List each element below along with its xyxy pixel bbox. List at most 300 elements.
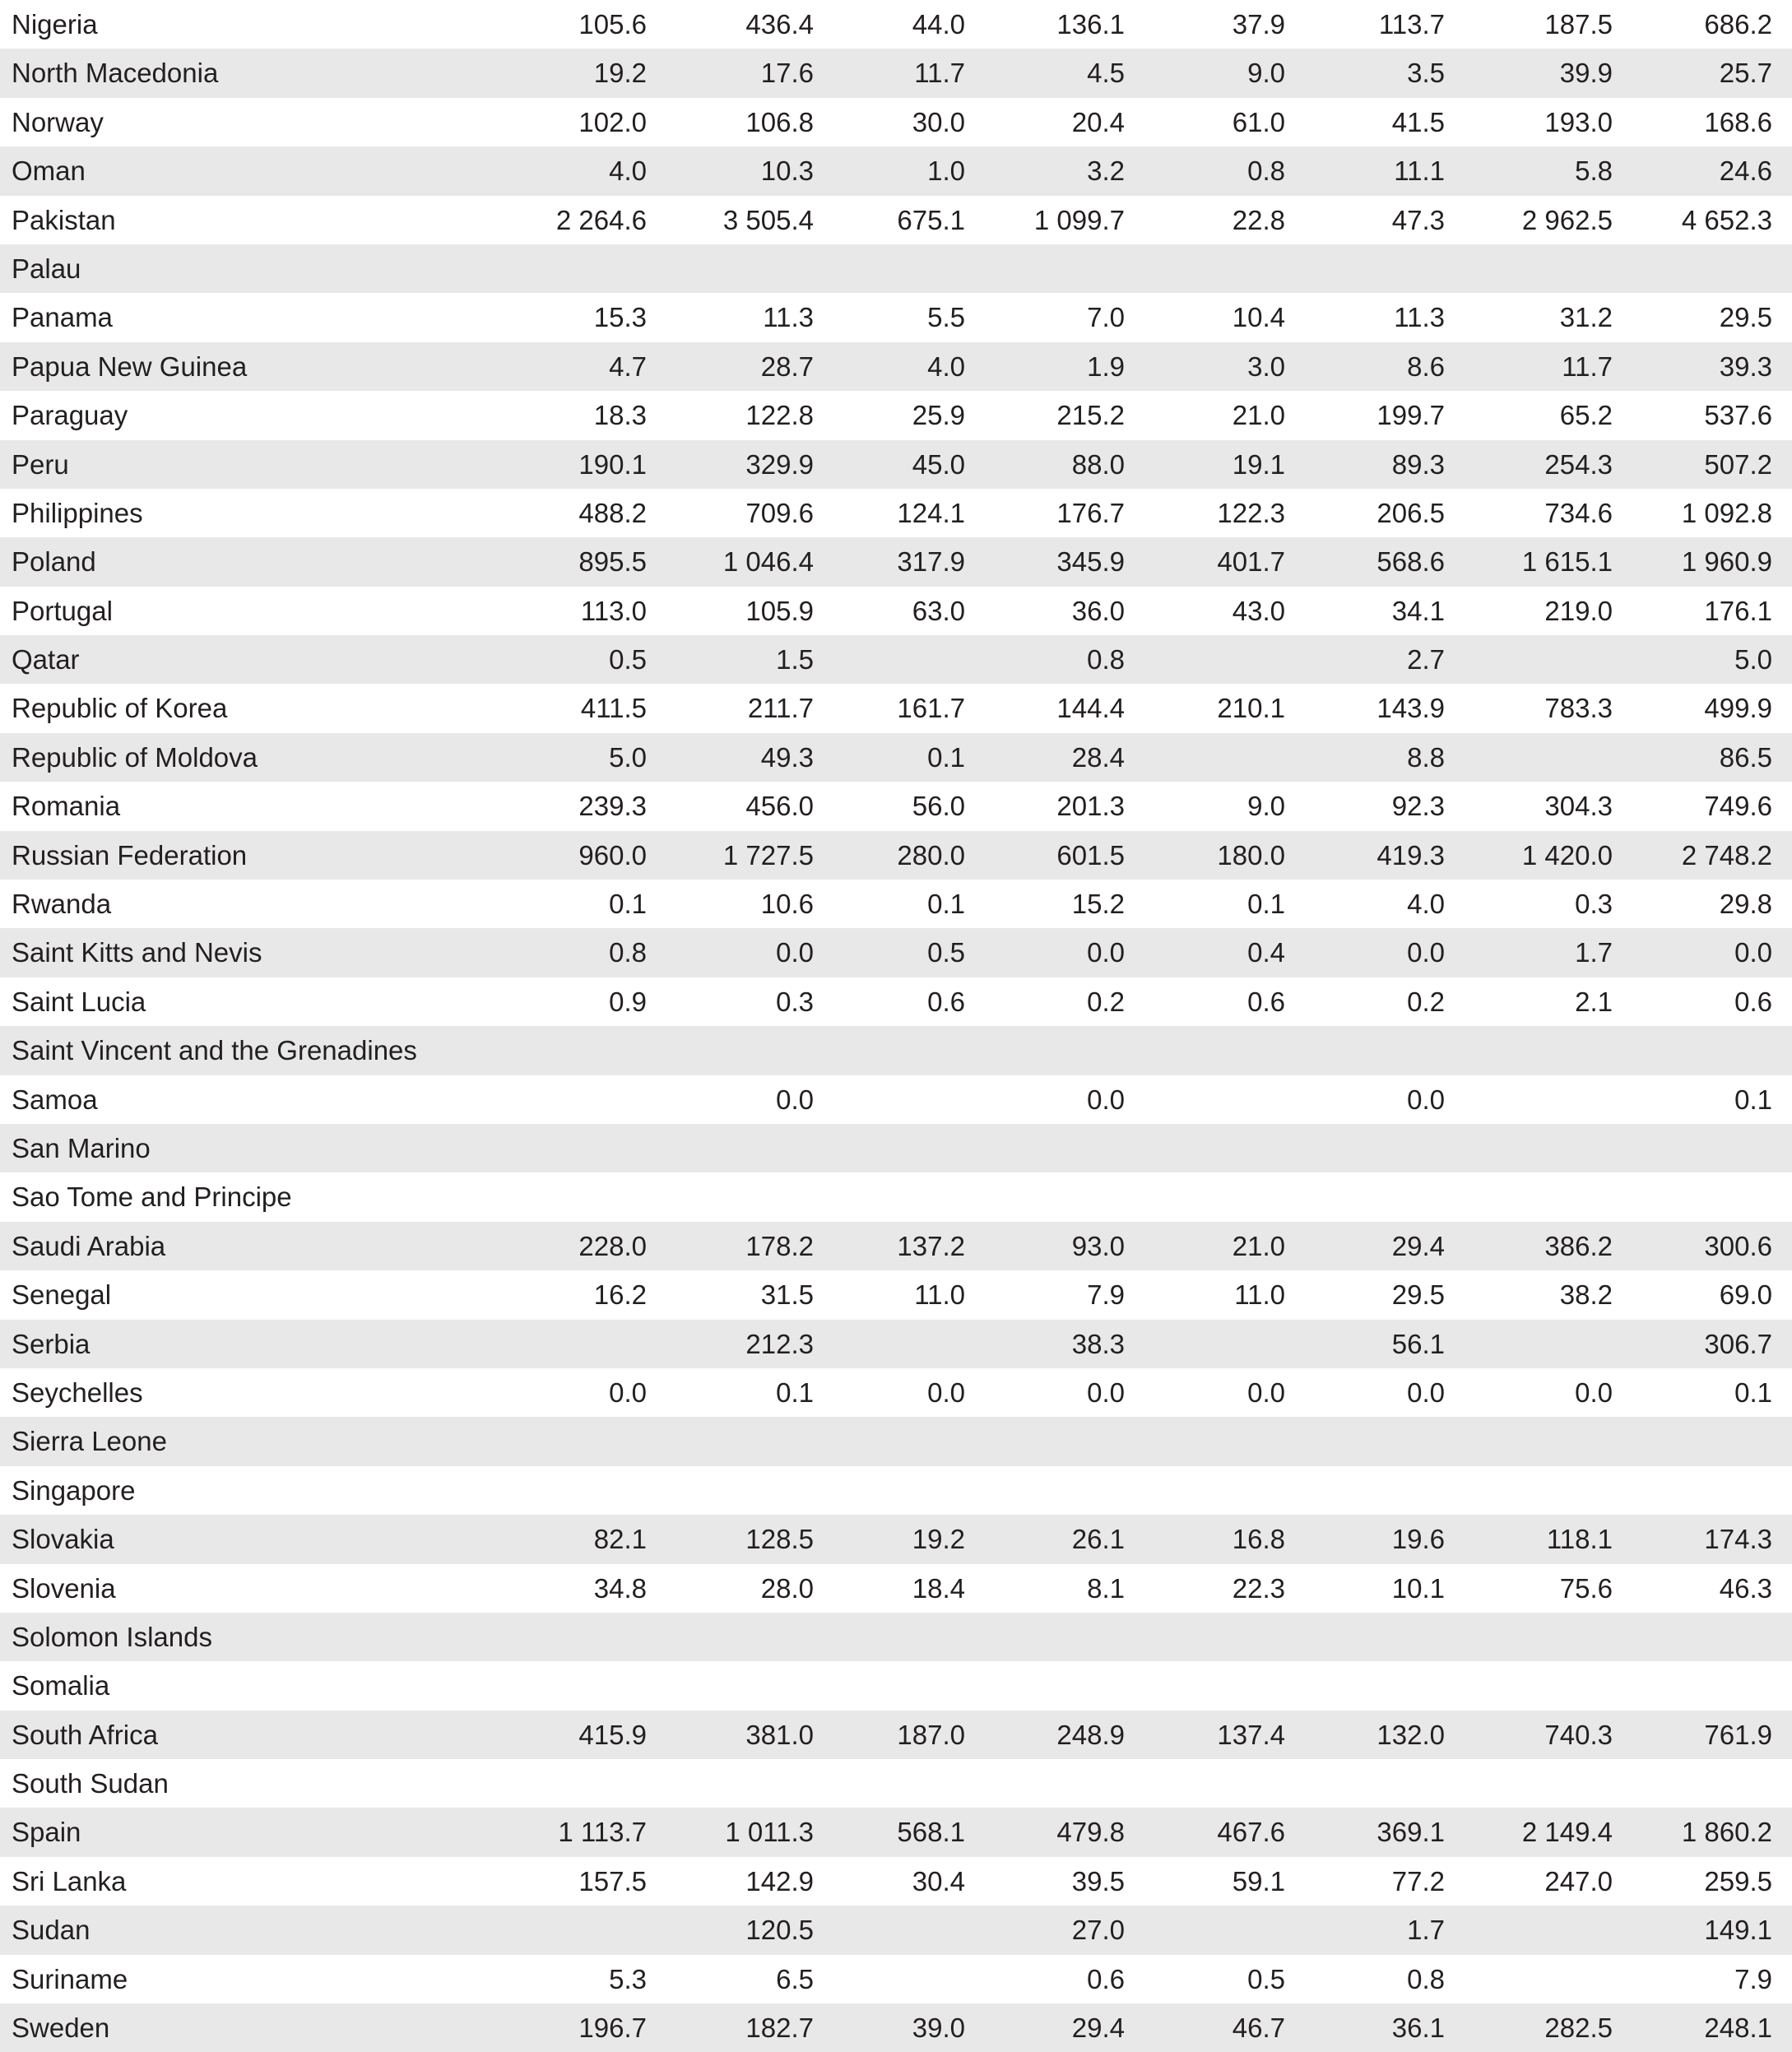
value-cell-col-2: 3 505.4	[722, 204, 814, 235]
value-cell-col-2: 106.8	[745, 106, 814, 137]
value-cell-col-5: 11.0	[1234, 1279, 1285, 1311]
value-cell-col-2: 1 727.5	[722, 839, 814, 870]
value-cell-col-6: 47.3	[1391, 204, 1445, 235]
value-cell-col-4: 0.0	[1087, 937, 1125, 968]
table-row	[0, 244, 1792, 293]
country-name-cell: Suriname	[12, 1963, 128, 1994]
value-cell-col-5: 9.0	[1247, 791, 1285, 822]
value-cell-col-8: 46.3	[1719, 1572, 1772, 1604]
value-cell-col-7: 1 420.0	[1521, 839, 1613, 870]
value-cell-col-4: 1.9	[1087, 351, 1125, 382]
value-cell-col-4: 8.1	[1087, 1572, 1125, 1604]
value-cell-col-6: 568.6	[1376, 546, 1445, 578]
table-row	[0, 1711, 1792, 1759]
value-cell-col-8: 499.9	[1704, 693, 1772, 724]
value-cell-col-5: 0.5	[1247, 1963, 1285, 1994]
value-cell-col-5: 61.0	[1232, 106, 1285, 137]
value-cell-col-6: 2.7	[1407, 644, 1445, 675]
value-cell-col-7: 0.0	[1575, 1377, 1613, 1408]
value-cell-col-8: 0.6	[1734, 986, 1772, 1017]
table-row	[0, 391, 1792, 439]
table-row	[0, 440, 1792, 489]
value-cell-col-5: 210.1	[1217, 693, 1285, 724]
table-row	[0, 1515, 1792, 1563]
value-cell-col-1: 0.1	[609, 889, 647, 920]
value-cell-col-2: 28.7	[760, 351, 814, 382]
value-cell-col-6: 4.0	[1407, 889, 1445, 920]
value-cell-col-2: 0.0	[776, 1084, 814, 1115]
table-row	[0, 1808, 1792, 1856]
value-cell-col-5: 22.3	[1232, 1572, 1285, 1604]
value-cell-col-3: 25.9	[912, 400, 965, 431]
table-row	[0, 49, 1792, 97]
value-cell-col-7: 75.6	[1559, 1572, 1613, 1604]
value-cell-col-2: 11.3	[763, 302, 814, 333]
value-cell-col-6: 10.1	[1391, 1572, 1445, 1604]
value-cell-col-6: 77.2	[1391, 1865, 1445, 1896]
value-cell-col-2: 49.3	[760, 741, 814, 773]
value-cell-col-3: 19.2	[912, 1524, 965, 1555]
country-name-cell: Serbia	[12, 1328, 91, 1359]
table-row	[0, 1222, 1792, 1270]
value-cell-col-4: 0.8	[1087, 644, 1125, 675]
value-cell-col-8: 0.1	[1734, 1377, 1772, 1408]
value-cell-col-7: 254.3	[1544, 448, 1613, 480]
value-cell-col-7: 193.0	[1544, 106, 1613, 137]
country-name-cell: Sweden	[12, 2013, 110, 2044]
value-cell-col-4: 7.9	[1087, 1279, 1125, 1311]
value-cell-col-1: 190.1	[578, 448, 647, 480]
value-cell-col-4: 28.4	[1071, 741, 1125, 773]
value-cell-col-7: 1 615.1	[1521, 546, 1613, 578]
value-cell-col-8: 306.7	[1704, 1328, 1772, 1359]
country-name-cell: Slovenia	[12, 1572, 116, 1604]
value-cell-col-6: 89.3	[1391, 448, 1445, 480]
value-cell-col-6: 199.7	[1376, 400, 1445, 431]
value-cell-col-6: 8.8	[1407, 741, 1445, 773]
country-name-cell: Paraguay	[12, 400, 128, 431]
value-cell-col-2: 10.6	[760, 889, 814, 920]
value-cell-col-6: 0.0	[1407, 937, 1445, 968]
value-cell-col-1: 113.0	[580, 595, 647, 626]
value-cell-col-7: 118.1	[1546, 1524, 1613, 1555]
country-name-cell: Sri Lanka	[12, 1865, 127, 1896]
value-cell-col-3: 45.0	[912, 448, 965, 480]
value-cell-col-4: 345.9	[1056, 546, 1125, 578]
value-cell-col-1: 4.0	[609, 156, 647, 187]
value-cell-col-7: 1.7	[1575, 937, 1613, 968]
table-row	[0, 831, 1792, 880]
value-cell-col-4: 4.5	[1087, 58, 1125, 89]
value-cell-col-6: 0.8	[1407, 1963, 1445, 1994]
value-cell-col-3: 0.1	[927, 741, 965, 773]
value-cell-col-8: 300.6	[1704, 1230, 1772, 1261]
value-cell-col-1: 34.8	[593, 1572, 647, 1604]
value-cell-col-1: 1 113.7	[558, 1817, 647, 1848]
table-row	[0, 1955, 1792, 2003]
table-row	[0, 1417, 1792, 1465]
value-cell-col-1: 960.0	[578, 839, 647, 870]
value-cell-col-4: 215.2	[1056, 400, 1125, 431]
value-cell-col-3: 280.0	[897, 839, 965, 870]
table-row	[0, 782, 1792, 830]
value-cell-col-3: 39.0	[912, 2013, 965, 2044]
value-cell-col-6: 36.1	[1391, 2013, 1445, 2044]
value-cell-col-6: 11.3	[1394, 302, 1445, 333]
value-cell-col-4: 248.9	[1056, 1719, 1125, 1750]
value-cell-col-6: 419.3	[1376, 839, 1445, 870]
value-cell-col-7: 5.8	[1575, 156, 1613, 187]
value-cell-col-7: 2.1	[1575, 986, 1613, 1017]
value-cell-col-4: 1 099.7	[1033, 204, 1125, 235]
country-name-cell: Pakistan	[12, 204, 116, 235]
country-name-cell: Senegal	[12, 1279, 112, 1311]
value-cell-col-3: 11.0	[914, 1279, 965, 1311]
value-cell-col-3: 124.1	[897, 497, 965, 528]
value-cell-col-8: 0.0	[1734, 937, 1772, 968]
country-name-cell: Seychelles	[12, 1377, 143, 1408]
value-cell-col-2: 211.7	[747, 693, 814, 724]
value-cell-col-5: 16.8	[1232, 1524, 1285, 1555]
country-name-cell: Spain	[12, 1817, 81, 1848]
value-cell-col-4: 7.0	[1087, 302, 1125, 333]
value-cell-col-5: 43.0	[1232, 595, 1285, 626]
country-name-cell: Papua New Guinea	[12, 351, 248, 382]
value-cell-col-2: 0.1	[776, 1377, 814, 1408]
country-name-cell: Romania	[12, 791, 121, 822]
value-cell-col-3: 44.0	[912, 9, 965, 39]
value-cell-col-8: 24.6	[1719, 156, 1772, 187]
value-cell-col-5: 37.9	[1232, 9, 1285, 39]
country-name-cell: Peru	[12, 448, 69, 480]
country-name-cell: Solomon Islands	[12, 1621, 212, 1652]
value-cell-col-8: 537.6	[1704, 400, 1772, 431]
value-cell-col-3: 63.0	[912, 595, 965, 626]
table-row	[0, 98, 1792, 146]
value-cell-col-6: 113.7	[1378, 9, 1445, 39]
value-cell-col-6: 34.1	[1391, 595, 1445, 626]
value-cell-col-2: 142.9	[745, 1865, 814, 1896]
value-cell-col-5: 467.6	[1217, 1817, 1285, 1848]
value-cell-col-8: 69.0	[1719, 1279, 1772, 1311]
value-cell-col-2: 456.0	[745, 791, 814, 822]
country-name-cell: Russian Federation	[12, 839, 248, 870]
table-row	[0, 684, 1792, 732]
value-cell-col-3: 187.0	[897, 1719, 965, 1750]
value-cell-col-3: 18.4	[912, 1572, 965, 1604]
value-cell-col-6: 0.0	[1407, 1377, 1445, 1408]
table-row	[0, 587, 1792, 635]
value-cell-col-6: 3.5	[1407, 58, 1445, 89]
table-row	[0, 1466, 1792, 1515]
value-cell-col-5: 9.0	[1247, 58, 1285, 89]
value-cell-col-1: 19.2	[593, 58, 647, 89]
country-name-cell: Philippines	[12, 497, 143, 528]
value-cell-col-4: 144.4	[1056, 693, 1125, 724]
value-cell-col-5: 0.6	[1247, 986, 1285, 1017]
value-cell-col-4: 0.2	[1087, 986, 1125, 1017]
country-name-cell: Sudan	[12, 1915, 91, 1946]
country-name-cell: Singapore	[12, 1474, 136, 1506]
value-cell-col-5: 21.0	[1232, 400, 1285, 431]
value-cell-col-3: 675.1	[897, 204, 965, 235]
value-cell-col-8: 1 960.9	[1681, 546, 1772, 578]
value-cell-col-2: 182.7	[745, 2013, 814, 2044]
value-cell-col-8: 749.6	[1704, 791, 1772, 822]
value-cell-col-4: 38.3	[1071, 1328, 1125, 1359]
value-cell-col-5: 22.8	[1232, 204, 1285, 235]
value-cell-col-6: 143.9	[1376, 693, 1445, 724]
value-cell-col-8: 149.1	[1704, 1915, 1772, 1946]
value-cell-col-1: 488.2	[578, 497, 647, 528]
value-cell-col-6: 29.4	[1391, 1230, 1445, 1261]
value-cell-col-2: 212.3	[745, 1328, 814, 1359]
value-cell-col-3: 11.7	[914, 58, 965, 89]
value-cell-col-4: 36.0	[1071, 595, 1125, 626]
value-cell-col-1: 5.0	[609, 741, 647, 773]
country-name-cell: Panama	[12, 302, 113, 333]
country-name-cell: Portugal	[12, 595, 113, 626]
value-cell-col-1: 16.2	[593, 1279, 647, 1311]
value-cell-col-7: 2 962.5	[1521, 204, 1613, 235]
value-cell-col-1: 411.5	[580, 693, 647, 724]
value-cell-col-8: 174.3	[1704, 1524, 1772, 1555]
value-cell-col-6: 0.2	[1407, 986, 1445, 1017]
value-cell-col-3: 317.9	[897, 546, 965, 578]
value-cell-col-2: 329.9	[745, 448, 814, 480]
value-cell-col-8: 29.8	[1719, 889, 1772, 920]
table-row	[0, 1906, 1792, 1954]
country-name-cell: Sao Tome and Principe	[12, 1182, 292, 1213]
value-cell-col-6: 8.6	[1407, 351, 1445, 382]
value-cell-col-2: 122.8	[745, 400, 814, 431]
country-name-cell: San Marino	[12, 1132, 151, 1163]
value-cell-col-6: 369.1	[1376, 1817, 1445, 1848]
value-cell-col-2: 1 046.4	[722, 546, 814, 578]
value-cell-col-8: 2 748.2	[1681, 839, 1772, 870]
value-cell-col-1: 0.8	[609, 937, 647, 968]
value-cell-col-6: 206.5	[1376, 497, 1445, 528]
table-row	[0, 146, 1792, 195]
value-cell-col-4: 201.3	[1056, 791, 1125, 822]
country-name-cell: South Africa	[12, 1719, 158, 1750]
country-name-cell: Sierra Leone	[12, 1426, 167, 1457]
value-cell-col-4: 0.6	[1087, 1963, 1125, 1994]
value-cell-col-5: 0.1	[1247, 889, 1285, 920]
value-cell-col-1: 0.0	[609, 1377, 647, 1408]
table-row	[0, 196, 1792, 244]
value-cell-col-6: 1.7	[1407, 1915, 1445, 1946]
country-name-cell: Somalia	[12, 1670, 110, 1701]
value-cell-col-8: 25.7	[1719, 58, 1772, 89]
value-cell-col-4: 26.1	[1071, 1524, 1125, 1555]
value-cell-col-7: 783.3	[1544, 693, 1613, 724]
value-cell-col-6: 29.5	[1391, 1279, 1445, 1311]
value-cell-col-7: 734.6	[1544, 497, 1613, 528]
value-cell-col-7: 386.2	[1544, 1230, 1613, 1261]
value-cell-col-4: 15.2	[1071, 889, 1125, 920]
country-name-cell: Republic of Moldova	[12, 741, 258, 773]
table-row	[0, 342, 1792, 391]
value-cell-col-4: 88.0	[1071, 448, 1125, 480]
value-cell-col-7: 219.0	[1544, 595, 1613, 626]
table-row	[0, 880, 1792, 928]
value-cell-col-7: 187.5	[1544, 9, 1613, 39]
country-name-cell: Rwanda	[12, 889, 112, 920]
value-cell-col-7: 38.2	[1559, 1279, 1613, 1311]
value-cell-col-3: 0.1	[927, 889, 965, 920]
value-cell-col-2: 120.5	[745, 1915, 814, 1946]
table-row	[0, 1124, 1792, 1172]
value-cell-col-8: 4 652.3	[1681, 204, 1772, 235]
value-cell-col-5: 122.3	[1217, 497, 1285, 528]
value-cell-col-6: 11.1	[1394, 156, 1445, 187]
value-cell-col-5: 180.0	[1217, 839, 1285, 870]
value-cell-col-4: 27.0	[1071, 1915, 1125, 1946]
value-cell-col-8: 5.0	[1734, 644, 1772, 675]
value-cell-col-1: 157.5	[578, 1865, 647, 1896]
value-cell-col-8: 168.6	[1704, 106, 1772, 137]
table-row	[0, 1368, 1792, 1417]
value-cell-col-5: 59.1	[1232, 1865, 1285, 1896]
value-cell-col-7: 740.3	[1544, 1719, 1613, 1750]
country-name-cell: Slovakia	[12, 1524, 114, 1555]
value-cell-col-8: 507.2	[1704, 448, 1772, 480]
table-row	[0, 1172, 1792, 1221]
value-cell-col-3: 161.7	[897, 693, 965, 724]
value-cell-col-1: 0.5	[609, 644, 647, 675]
value-cell-col-2: 28.0	[760, 1572, 814, 1604]
country-name-cell: North Macedonia	[12, 58, 219, 89]
value-cell-col-2: 10.3	[760, 156, 814, 187]
value-cell-col-2: 105.9	[745, 595, 814, 626]
country-name-cell: Saint Lucia	[12, 986, 146, 1017]
value-cell-col-8: 1 092.8	[1681, 497, 1772, 528]
value-cell-col-4: 176.7	[1056, 497, 1125, 528]
value-cell-col-2: 381.0	[745, 1719, 814, 1750]
table-row	[0, 1320, 1792, 1368]
value-cell-col-3: 0.0	[927, 1377, 965, 1408]
country-name-cell: Saint Vincent and the Grenadines	[12, 1035, 417, 1066]
value-cell-col-2: 0.0	[776, 937, 814, 968]
value-cell-col-5: 0.4	[1247, 937, 1285, 968]
value-cell-col-5: 46.7	[1232, 2013, 1285, 2044]
value-cell-col-2: 31.5	[760, 1279, 814, 1311]
table-row	[0, 1270, 1792, 1319]
value-cell-col-3: 137.2	[897, 1230, 965, 1261]
country-name-cell: South Sudan	[12, 1768, 169, 1799]
table-row	[0, 1026, 1792, 1075]
value-cell-col-6: 132.0	[1376, 1719, 1445, 1750]
value-cell-col-2: 6.5	[776, 1963, 814, 1994]
table-row	[0, 928, 1792, 977]
value-cell-col-1: 196.7	[578, 2013, 647, 2044]
value-cell-col-2: 436.4	[745, 9, 814, 39]
value-cell-col-5: 401.7	[1217, 546, 1285, 578]
country-name-cell: Poland	[12, 546, 96, 578]
value-cell-col-1: 0.9	[609, 986, 647, 1017]
value-cell-col-4: 479.8	[1056, 1817, 1125, 1848]
value-cell-col-3: 4.0	[927, 351, 965, 382]
value-cell-col-2: 17.6	[760, 58, 814, 89]
country-name-cell: Qatar	[12, 644, 80, 675]
value-cell-col-7: 65.2	[1559, 400, 1613, 431]
table-row	[0, 1759, 1792, 1808]
value-cell-col-7: 304.3	[1544, 791, 1613, 822]
value-cell-col-1: 239.3	[578, 791, 647, 822]
value-cell-col-8: 39.3	[1719, 351, 1772, 382]
value-cell-col-8: 29.5	[1719, 302, 1772, 333]
table-row	[0, 1613, 1792, 1661]
value-cell-col-8: 86.5	[1719, 741, 1772, 773]
value-cell-col-7: 0.3	[1575, 889, 1613, 920]
value-cell-col-3: 0.5	[927, 937, 965, 968]
country-name-cell: Samoa	[12, 1084, 98, 1115]
table-row	[0, 489, 1792, 537]
value-cell-col-4: 0.0	[1087, 1084, 1125, 1115]
value-cell-col-3: 0.6	[927, 986, 965, 1017]
value-cell-col-8: 761.9	[1704, 1719, 1772, 1750]
table-row	[0, 635, 1792, 684]
value-cell-col-2: 0.3	[776, 986, 814, 1017]
country-name-cell: Nigeria	[12, 9, 98, 39]
value-cell-col-8: 686.2	[1704, 9, 1772, 39]
country-name-cell: Republic of Korea	[12, 693, 228, 724]
value-cell-col-4: 0.0	[1087, 1377, 1125, 1408]
value-cell-col-1: 102.0	[578, 106, 647, 137]
value-cell-col-8: 0.1	[1734, 1084, 1772, 1115]
value-cell-col-4: 136.1	[1056, 9, 1125, 39]
value-cell-col-4: 601.5	[1056, 839, 1125, 870]
value-cell-col-1: 15.3	[593, 302, 647, 333]
value-cell-col-2: 709.6	[745, 497, 814, 528]
value-cell-col-1: 228.0	[578, 1230, 647, 1261]
value-cell-col-1: 18.3	[593, 400, 647, 431]
value-cell-col-2: 128.5	[745, 1524, 814, 1555]
value-cell-col-5: 21.0	[1232, 1230, 1285, 1261]
table-row	[0, 733, 1792, 782]
value-cell-col-7: 2 149.4	[1521, 1817, 1613, 1848]
table-row	[0, 977, 1792, 1026]
value-cell-col-1: 415.9	[578, 1719, 647, 1750]
country-name-cell: Norway	[12, 106, 104, 137]
country-name-cell: Saint Kitts and Nevis	[12, 937, 262, 968]
table-row	[0, 1857, 1792, 1906]
value-cell-col-1: 5.3	[609, 1963, 647, 1994]
value-cell-col-5: 0.8	[1247, 156, 1285, 187]
value-cell-col-1: 2 264.6	[555, 204, 647, 235]
value-cell-col-7: 282.5	[1544, 2013, 1613, 2044]
table-row	[0, 1564, 1792, 1613]
country-name-cell: Saudi Arabia	[12, 1230, 166, 1261]
country-name-cell: Oman	[12, 156, 86, 187]
value-cell-col-2: 178.2	[745, 1230, 814, 1261]
value-cell-col-4: 93.0	[1071, 1230, 1125, 1261]
table-row	[0, 0, 1792, 49]
value-cell-col-8: 7.9	[1734, 1963, 1772, 1994]
value-cell-col-4: 20.4	[1071, 106, 1125, 137]
value-cell-col-3: 30.4	[912, 1865, 965, 1896]
value-cell-col-6: 92.3	[1391, 791, 1445, 822]
value-cell-col-1: 4.7	[609, 351, 647, 382]
value-cell-col-5: 19.1	[1232, 448, 1285, 480]
value-cell-col-7: 39.9	[1559, 58, 1613, 89]
table-row	[0, 293, 1792, 341]
value-cell-col-5: 3.0	[1247, 351, 1285, 382]
value-cell-col-1: 82.1	[593, 1524, 647, 1555]
value-cell-col-8: 259.5	[1704, 1865, 1772, 1896]
country-name-cell: Palau	[12, 253, 81, 284]
